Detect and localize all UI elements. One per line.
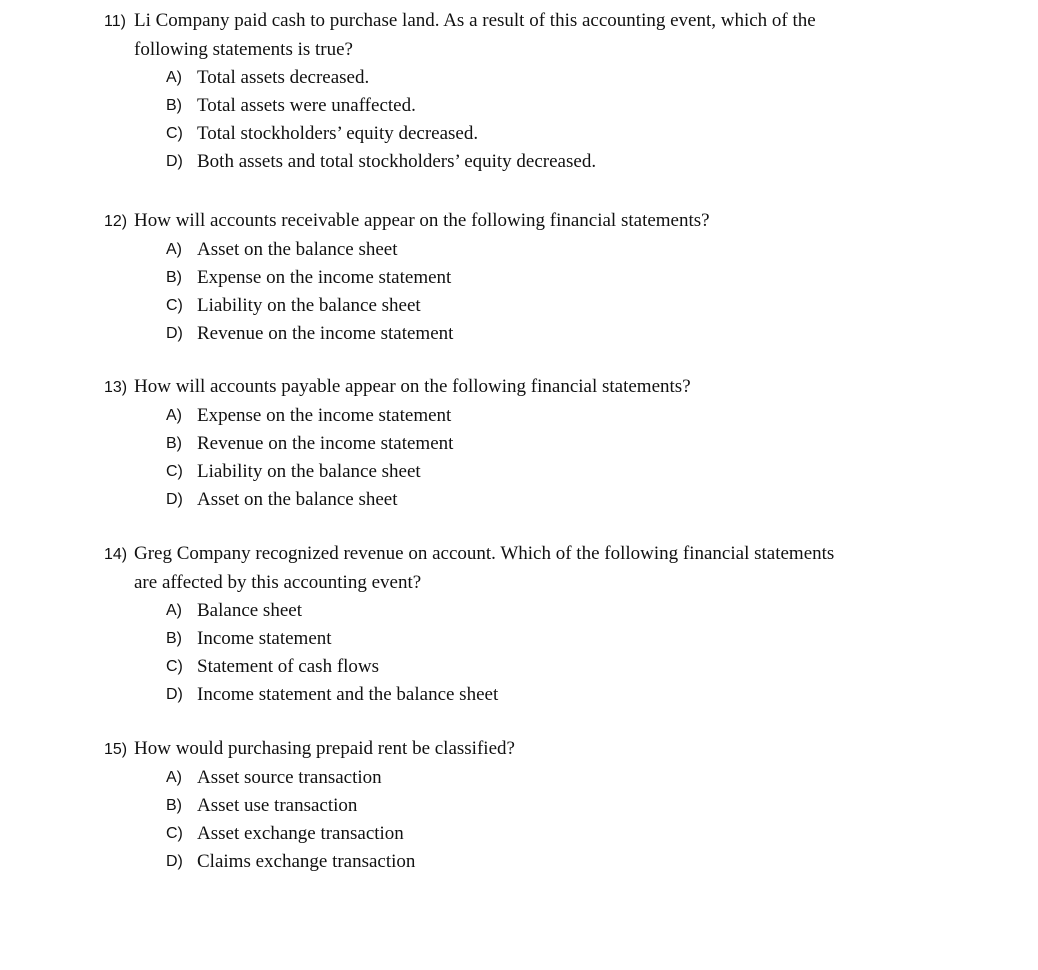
answer-option-b [104,264,934,292]
option-text: Balance sheet [197,600,302,621]
option-letter: C) [166,463,183,480]
answer-options [104,597,934,709]
question-text: Li Company paid cash to purchase land. As a result of this accounting event, which of the [134,10,816,31]
answer-option-a [104,236,934,264]
answer-option-c [104,458,934,486]
option-letter: B) [166,435,182,452]
question-number: 11) [104,13,126,30]
option-letter: A) [166,69,182,86]
question-15 [104,735,934,876]
answer-option-c [104,292,934,320]
option-letter: D) [166,153,183,170]
answer-option-b [104,92,934,120]
question-text-continued: are affected by this accounting event? [134,572,422,593]
answer-option-c [104,820,934,848]
option-text: Claims exchange transaction [197,851,416,872]
answer-option-b [104,792,934,820]
question-stem [104,735,934,764]
option-text: Total assets decreased. [197,67,370,88]
option-text: Liability on the balance sheet [197,461,421,482]
option-letter: B) [166,269,182,286]
answer-option-d [104,681,934,709]
option-text: Income statement and the balance sheet [197,684,499,705]
option-letter: A) [166,241,182,258]
question-text: Greg Company recognized revenue on account. Which of the following financial statements [134,543,835,564]
option-letter: A) [166,602,182,619]
option-text: Revenue on the income statement [197,433,454,454]
answer-options [104,64,934,176]
question-text: How will accounts payable appear on the following financial statements? [134,376,691,397]
option-text: Asset on the balance sheet [197,489,398,510]
option-letter: D) [166,325,183,342]
option-letter: C) [166,825,183,842]
question-stem [104,540,934,569]
answer-option-c [104,653,934,681]
answer-option-d [104,486,934,514]
answer-options [104,236,934,348]
answer-option-d [104,848,934,876]
option-letter: B) [166,97,182,114]
option-text: Expense on the income statement [197,405,452,426]
question-text: How will accounts receivable appear on the following financial statements? [134,210,710,231]
question-stem [104,373,934,402]
question-text-continued: following statements is true? [134,39,353,60]
answer-option-c [104,120,934,148]
question-13 [104,373,934,514]
answer-option-a [104,64,934,92]
option-letter: A) [166,407,182,424]
option-text: Expense on the income statement [197,267,452,288]
option-letter: A) [166,769,182,786]
question-number: 13) [104,379,128,396]
question-stem [104,7,934,36]
option-text: Asset source transaction [197,767,382,788]
option-text: Total stockholders’ equity decreased. [197,123,479,144]
option-letter: C) [166,125,183,142]
answer-option-b [104,430,934,458]
answer-option-a [104,764,934,792]
option-text: Income statement [197,628,332,649]
option-letter: C) [166,297,183,314]
question-number: 14) [104,546,128,563]
answer-option-d [104,320,934,348]
option-text: Liability on the balance sheet [197,295,421,316]
answer-options [104,402,934,514]
option-text: Both assets and total stockholders’ equity decreased. [197,151,597,172]
question-number: 12) [104,213,128,230]
answer-options [104,764,934,876]
option-letter: D) [166,491,183,508]
question-12 [104,207,934,348]
option-letter: C) [166,658,183,675]
option-letter: B) [166,797,182,814]
answer-option-a [104,597,934,625]
option-letter: B) [166,630,182,647]
option-text: Asset use transaction [197,795,358,816]
option-text: Asset exchange transaction [197,823,404,844]
option-text: Total assets were unaffected. [197,95,416,116]
option-letter: D) [166,686,183,703]
option-text: Asset on the balance sheet [197,239,398,260]
question-11 [104,7,934,176]
option-letter: D) [166,853,183,870]
answer-option-d [104,148,934,176]
question-text: How would purchasing prepaid rent be classified? [134,738,515,759]
question-stem [104,207,934,236]
option-text: Revenue on the income statement [197,323,454,344]
option-text: Statement of cash flows [197,656,380,677]
question-14 [104,540,934,709]
answer-option-b [104,625,934,653]
question-number: 15) [104,741,128,758]
answer-option-a [104,402,934,430]
